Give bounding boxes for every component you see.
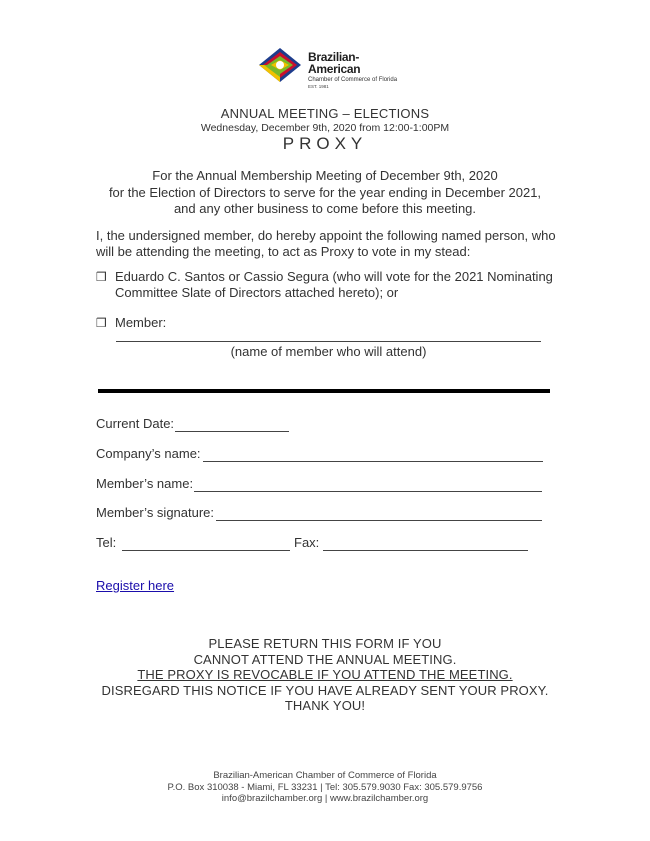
appointment-paragraph bbox=[96, 228, 566, 260]
page-title: PROXY bbox=[282, 134, 368, 153]
meeting-title: ANNUAL MEETING – ELECTIONS bbox=[220, 106, 430, 121]
checkbox-icon[interactable]: ❒ bbox=[96, 270, 107, 284]
appointment-line: I, the undersigned member, do hereby appoint the following named person, who bbox=[96, 228, 556, 243]
company-name-input[interactable] bbox=[203, 461, 543, 462]
appointment-line: will be attending the meeting, to act as Proxy to vote in my stead: bbox=[96, 244, 471, 259]
meeting-date: Wednesday, December 9th, 2020 from 12:00-1:00PM bbox=[200, 122, 450, 134]
notice-line: THANK YOU! bbox=[284, 698, 366, 713]
member-name-label: Member’s name: bbox=[96, 476, 194, 491]
fax-label: Fax: bbox=[294, 535, 320, 550]
tel-label: Tel: bbox=[96, 535, 117, 550]
logo-subtitle: Chamber of Commerce of Florida bbox=[308, 77, 398, 83]
member-name-field bbox=[96, 476, 546, 494]
footer-contact: info@brazilchamber.org | www.brazilchamber.org bbox=[221, 793, 429, 804]
fax-input[interactable] bbox=[323, 550, 528, 551]
member-signature-label: Member’s signature: bbox=[96, 505, 215, 520]
notice-line: DISREGARD THIS NOTICE IF YOU HAVE ALREADY SENT YOUR PROXY. bbox=[101, 682, 549, 698]
company-name-label: Company’s name: bbox=[96, 446, 201, 461]
chamber-logo bbox=[258, 47, 398, 89]
current-date-label: Current Date: bbox=[96, 416, 175, 431]
proxy-option-default bbox=[96, 269, 566, 303]
notice-line: PLEASE RETURN THIS FORM IF YOU bbox=[208, 636, 442, 651]
current-date-field bbox=[96, 416, 296, 434]
member-name-input[interactable] bbox=[194, 491, 542, 492]
intro-line: For the Annual Membership Meeting of December 9th, 2020 bbox=[152, 168, 498, 183]
return-notice bbox=[0, 636, 650, 714]
chamber-logo-mark-icon bbox=[258, 47, 302, 83]
current-date-input[interactable] bbox=[175, 431, 289, 432]
section-divider bbox=[98, 389, 550, 393]
member-signature-field bbox=[96, 505, 546, 523]
notice-line-underlined: THE PROXY IS REVOCABLE IF YOU ATTEND THE MEETING. bbox=[137, 667, 513, 682]
footer-org-name: Brazilian-American Chamber of Commerce of Florida bbox=[213, 770, 437, 781]
intro-line: and any other business to come before this meeting. bbox=[173, 201, 477, 216]
intro-paragraph bbox=[0, 168, 650, 218]
tel-fax-field bbox=[96, 535, 536, 553]
option-line: Eduardo C. Santos or Cassio Segura (who will vote for the 2021 Nominating bbox=[115, 269, 553, 284]
notice-line: CANNOT ATTEND THE ANNUAL MEETING. bbox=[193, 651, 457, 667]
logo-established: EST. 1981 bbox=[308, 84, 329, 89]
option-label: Member: bbox=[115, 315, 167, 330]
company-name-field bbox=[96, 446, 546, 464]
member-signature-input[interactable] bbox=[216, 520, 542, 521]
intro-line: for the Election of Directors to serve for the year ending in December 2021, bbox=[108, 184, 542, 200]
register-link[interactable]: Register here bbox=[96, 578, 175, 593]
footer-address: P.O. Box 310038 - Miami, FL 33231 | Tel: 305.579.9030 Fax: 305.579.9756 bbox=[167, 781, 483, 793]
member-name-line[interactable] bbox=[116, 341, 541, 342]
member-caption: (name of member who will attend) bbox=[230, 344, 427, 359]
tel-input[interactable] bbox=[122, 550, 290, 551]
logo-name: Brazilian-American bbox=[308, 50, 361, 76]
checkbox-icon[interactable]: ❒ bbox=[96, 316, 107, 330]
option-line: Committee Slate of Directors attached hereto); or bbox=[115, 285, 399, 300]
footer bbox=[0, 770, 650, 805]
proxy-option-member bbox=[96, 315, 566, 333]
